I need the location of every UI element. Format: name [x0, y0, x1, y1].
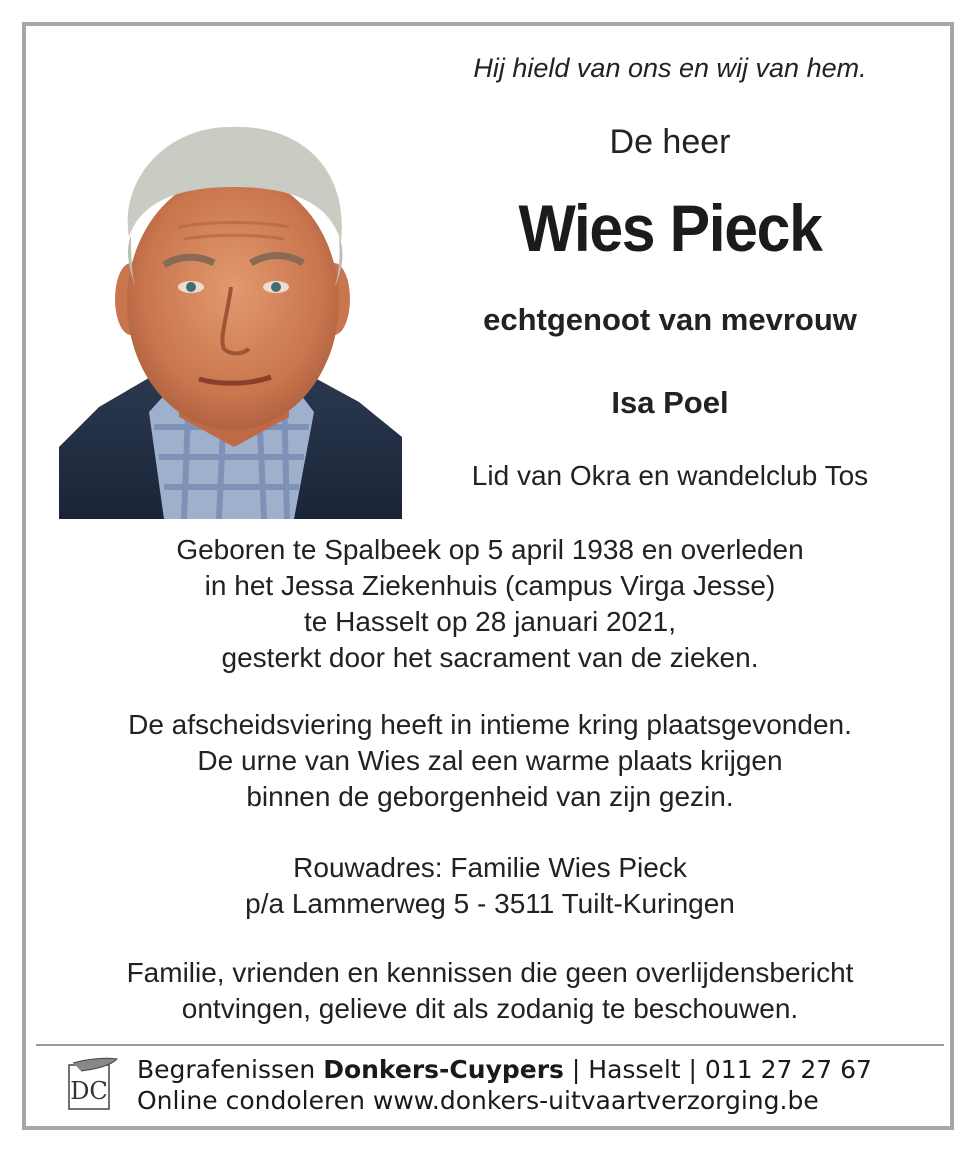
text-line: De afscheidsviering heeft in intieme kring plaatsgevonden.: [128, 709, 852, 740]
city: Hasselt: [588, 1055, 681, 1084]
separator: |: [680, 1055, 705, 1084]
family-notice: [40, 955, 940, 1027]
text-line: gesterkt door het sacrament van de zieken.: [221, 642, 759, 673]
text-line: p/a Lammerweg 5 - 3511 Tuilt-Kuringen: [245, 888, 735, 919]
salutation: De heer: [609, 123, 731, 161]
spouse-label: echtgenoot van mevrouw: [483, 302, 857, 337]
membership: Lid van Okra en wandelclub Tos: [471, 460, 869, 491]
text-line: in het Jessa Ziekenhuis (campus Virga Jesse): [204, 570, 776, 601]
text-line: Familie, vrienden en kennissen die geen overlijdensbericht: [126, 957, 854, 988]
phone-number: 011 27 27 67: [704, 1055, 872, 1084]
text-line: De urne van Wies zal een warme plaats krijgen: [197, 745, 783, 776]
quote: Hij hield van ons en wij van hem.: [473, 53, 867, 83]
birth-death-info: [40, 532, 940, 676]
text-line: Rouwadres: Familie Wies Pieck: [293, 852, 687, 883]
spouse-name: Isa Poel: [611, 385, 729, 420]
online-label: Online condoleren: [137, 1086, 373, 1115]
svg-text:DC: DC: [70, 1077, 108, 1105]
mourning-address: [40, 850, 940, 922]
footer-online: [137, 1086, 819, 1115]
deceased-name: Wies Pieck: [518, 191, 822, 265]
separator: |: [563, 1055, 589, 1084]
website-link[interactable]: www.donkers-uitvaartverzorging.be: [372, 1086, 819, 1115]
portrait-photo: [59, 117, 402, 519]
text-line: Geboren te Spalbeek op 5 april 1938 en overleden: [176, 534, 804, 565]
footer-divider: [36, 1044, 944, 1046]
text-line: binnen de geborgenheid van zijn gezin.: [246, 781, 734, 812]
text-line: te Hasselt op 28 januari 2021,: [303, 606, 677, 637]
footer-prefix: Begrafenissen: [137, 1055, 324, 1084]
footer-contact: [137, 1055, 872, 1084]
ceremony-info: [40, 707, 940, 815]
text-line: ontvingen, gelieve dit als zodanig te beschouwen.: [181, 993, 799, 1024]
funeral-home-logo: [67, 1057, 119, 1113]
company-name: Donkers-Cuypers: [323, 1055, 564, 1084]
